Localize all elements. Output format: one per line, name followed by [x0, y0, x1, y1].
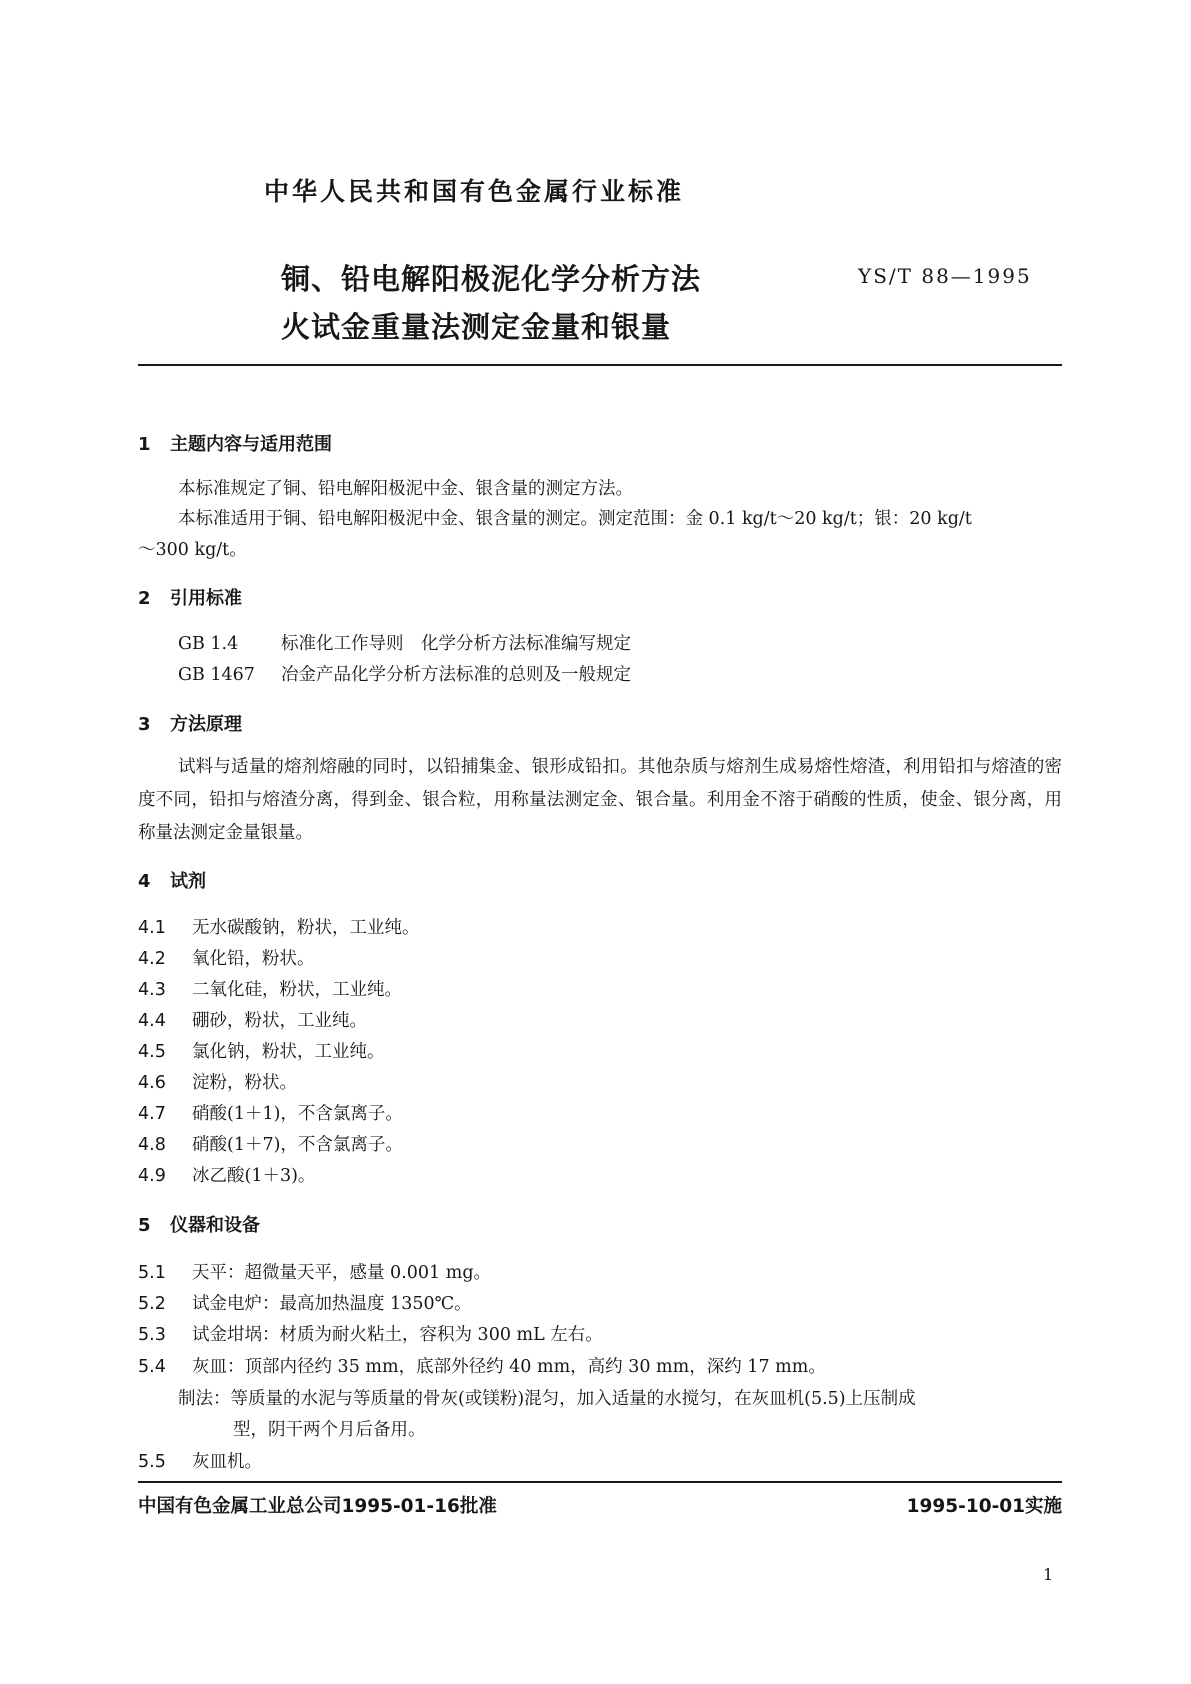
section-1-heading [138, 430, 332, 456]
item-text: 无水碳酸钠，粉状，工业纯。 [192, 918, 420, 938]
item-number: 4.9 [138, 1166, 166, 1186]
item-text: 灰皿：顶部内径约 35 mm，底部外径约 40 mm，高约 30 mm，深约 17 mm。 [192, 1357, 826, 1377]
item-text: 硝酸(1＋1)，不含氯离子。 [192, 1104, 403, 1124]
item-text: 天平：超微量天平，感量 0.001 mg。 [192, 1263, 492, 1283]
item-number: 4.4 [138, 1011, 166, 1031]
section-title: 方法原理 [170, 714, 242, 735]
page-number: 1 [1043, 1565, 1054, 1584]
item-text: 试金坩埚：材质为耐火粘土，容积为 300 mL 左右。 [192, 1325, 603, 1345]
item-number: 5.1 [138, 1263, 166, 1283]
equipment-item [138, 1353, 826, 1378]
ash-cup-method-line-1: 制法：等质量的水泥与等质量的骨灰(或镁粉)混匀，加入适量的水搅匀，在灰皿机(5.5)上压制成 [178, 1389, 916, 1409]
reagent-item [138, 914, 420, 939]
reagent-item [138, 945, 315, 970]
reference-title: 标准化工作导则 化学分析方法标准编写规定 [281, 634, 631, 654]
reagent-item [138, 1038, 385, 1063]
section-title: 仪器和设备 [170, 1215, 260, 1236]
section-number: 1 [138, 434, 151, 455]
item-text: 灰皿机。 [192, 1452, 262, 1472]
section-title: 主题内容与适用范围 [170, 434, 332, 455]
item-text: 试金电炉：最高加热温度 1350℃。 [192, 1294, 472, 1314]
reagent-item [138, 1162, 315, 1187]
section-number: 3 [138, 714, 151, 735]
section-1-para-2-line-1: 本标准适用于铜、铅电解阳极泥中金、银含量的测定。测定范围：金 0.1 kg/t～20 kg/t；银：20 kg/t [178, 509, 972, 529]
reference-item [178, 630, 631, 655]
document-title-line2: 火试金重量法测定金量和银量 [281, 310, 672, 344]
reference-code: GB 1467 [178, 665, 255, 685]
section-2-heading [138, 584, 242, 610]
item-text: 冰乙酸(1＋3)。 [192, 1166, 316, 1186]
reference-item [178, 661, 631, 686]
equipment-item [138, 1448, 262, 1473]
section-title: 引用标准 [170, 588, 242, 609]
reagent-item [138, 1131, 403, 1156]
equipment-item [138, 1259, 491, 1284]
section-title: 试剂 [170, 871, 206, 892]
item-number: 4.6 [138, 1073, 166, 1093]
footer-divider [138, 1481, 1062, 1483]
reference-title: 冶金产品化学分析方法标准的总则及一般规定 [281, 665, 631, 685]
item-number: 5.5 [138, 1452, 166, 1472]
item-text: 氧化铅，粉状。 [192, 949, 315, 969]
reagent-item [138, 1069, 297, 1094]
item-number: 5.2 [138, 1294, 166, 1314]
section-number: 5 [138, 1215, 151, 1236]
item-number: 4.5 [138, 1042, 166, 1062]
item-text: 硝酸(1＋7)，不含氯离子。 [192, 1135, 403, 1155]
section-3-heading [138, 710, 242, 736]
section-1-para-2-line-2: ～300 kg/t。 [138, 540, 247, 560]
section-number: 4 [138, 871, 151, 892]
section-3-paragraph: 试料与适量的熔剂熔融的同时，以铅捕集金、银形成铅扣。其他杂质与熔剂生成易熔性熔渣，利用铅扣与熔渣的密度不同，铅扣与熔渣分离，得到金、银合粒，用称量法测定金、银合量。利用金不溶于硝酸的性质，使金、银分离，用称量法测定金量银量。 [138, 757, 1062, 843]
ash-cup-method-line-2: 型，阴干两个月后备用。 [233, 1420, 426, 1440]
item-text: 淀粉，粉状。 [192, 1073, 297, 1093]
header-divider [138, 364, 1062, 366]
item-number: 4.8 [138, 1135, 166, 1155]
reference-code: GB 1.4 [178, 634, 239, 654]
item-text: 氯化钠，粉状，工业纯。 [192, 1042, 385, 1062]
effective-date-line: 1995-10-01实施 [906, 1496, 1062, 1517]
item-text: 二氧化硅，粉状，工业纯。 [192, 980, 402, 1000]
standard-number: YS/T 88—1995 [858, 264, 1032, 288]
document-title-line1: 铜、铅电解阳极泥化学分析方法 [281, 262, 702, 296]
section-number: 2 [138, 588, 151, 609]
item-number: 5.4 [138, 1357, 166, 1377]
equipment-item [138, 1290, 472, 1315]
equipment-item [138, 1321, 603, 1346]
section-4-heading [138, 867, 206, 893]
reagent-item [138, 1100, 403, 1125]
item-text: 硼砂，粉状，工业纯。 [192, 1011, 367, 1031]
issuing-authority-header: 中华人民共和国有色金属行业标准 [264, 177, 685, 206]
reagent-item [138, 976, 402, 1001]
section-5-heading [138, 1211, 260, 1237]
reagent-item [138, 1007, 367, 1032]
item-number: 4.1 [138, 918, 166, 938]
item-number: 5.3 [138, 1325, 166, 1345]
approval-line: 中国有色金属工业总公司1995-01-16批准 [138, 1496, 497, 1517]
item-number: 4.2 [138, 949, 166, 969]
item-number: 4.7 [138, 1104, 166, 1124]
section-1-para-1: 本标准规定了铜、铅电解阳极泥中金、银含量的测定方法。 [178, 479, 633, 499]
item-number: 4.3 [138, 980, 166, 1000]
